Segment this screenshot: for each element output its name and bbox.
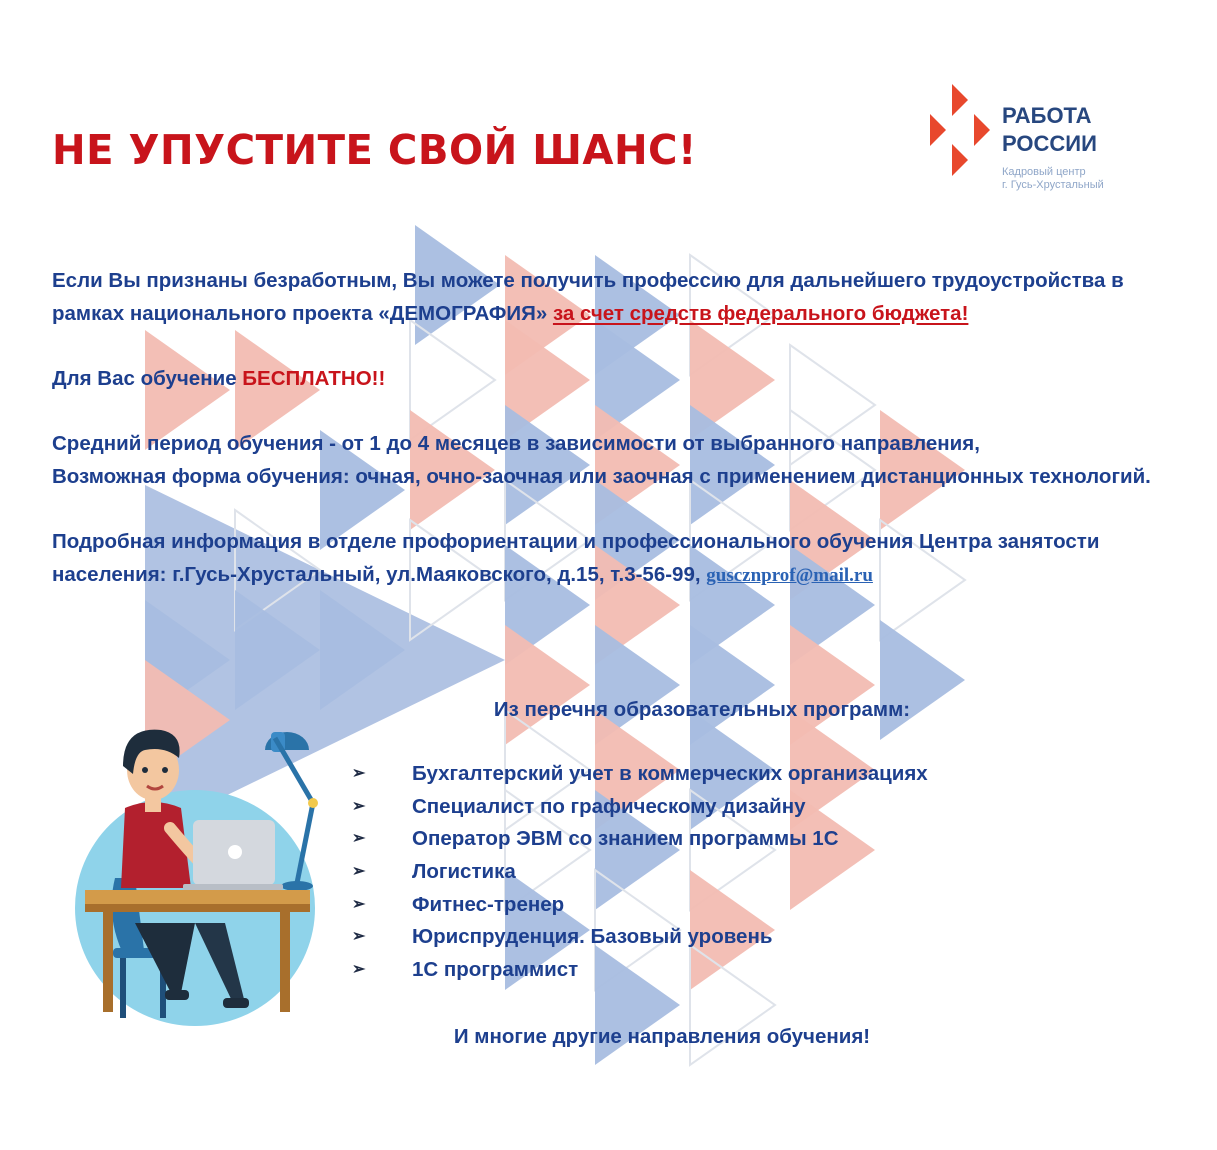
intro-text: Если Вы признаны безработным, Вы можете получить профессию для дальнейшего трудоустройства в рамках национального проекта «ДЕМОГРАФИЯ» [52,269,1124,325]
program-label: Бухгалтерский учет в коммерческих организациях [412,761,928,785]
logo-subtitle: Кадровый центр г. Гусь-Хрустальный [1002,166,1104,191]
program-item [350,920,928,953]
intro-highlight: за счет средств федерального бюджета! [552,302,969,325]
program-item [350,757,928,790]
program-label: 1С программист [412,957,579,981]
programs-heading: Из перечня образовательных программ: [493,698,911,721]
main-text [52,264,1162,624]
logo-title: РАБОТА РОССИИ [1002,103,1097,156]
program-item [350,855,928,888]
arrow-bullet-icon: ➢ [352,764,366,782]
program-item [350,888,928,921]
programs-list [350,757,928,986]
free-text: Для Вас обучение [52,367,243,390]
page-title: НЕ УПУСТИТЕ СВОЙ ШАНС! [52,126,697,174]
period-line-2: Возможная форма обучения: очная, очно-заочная или заочная с применением дистанционных технологий. [52,465,1151,488]
arrow-bullet-icon: ➢ [352,895,366,913]
period-paragraph [52,427,1162,493]
arrow-bullet-icon: ➢ [352,830,366,848]
program-item [350,822,928,855]
contacts-text: Подробная информация в отделе профориентации и профессионального обучения Центра занятости населения: г.Гусь-Хрустальный, ул.Маяковского, д.15, т.3-56-99, [52,530,1100,586]
person-at-laptop-illustration [75,708,375,1033]
program-item [350,953,928,986]
footer-text: И многие другие направления обучения! [453,1025,871,1048]
free-paragraph [52,362,1162,395]
arrow-bullet-icon: ➢ [352,960,366,978]
program-label: Специалист по графическому дизайну [412,794,806,818]
email-link[interactable]: gusczn​prof@mail.ru [706,565,873,586]
program-label: Оператор ЭВМ со знанием программы 1С [412,827,839,851]
program-item [350,790,928,823]
free-highlight: БЕСПЛАТНО!! [242,367,386,390]
arrow-bullet-icon: ➢ [352,928,366,946]
program-label: Фитнес-тренер [412,892,565,916]
program-label: Юриспруденция. Базовый уровень [412,925,773,949]
intro-paragraph [52,264,1162,330]
program-label: Логистика [412,859,516,883]
logo-arrows-icon [930,80,1000,180]
arrow-bullet-icon: ➢ [352,797,366,815]
decorative-triangle [505,625,590,745]
rabota-rossii-logo [930,80,1130,205]
period-line-1: Средний период обучения - от 1 до 4 месяцев в зависимости от выбранного направления, [52,432,980,455]
contacts-paragraph [52,525,1162,592]
arrow-bullet-icon: ➢ [352,862,366,880]
